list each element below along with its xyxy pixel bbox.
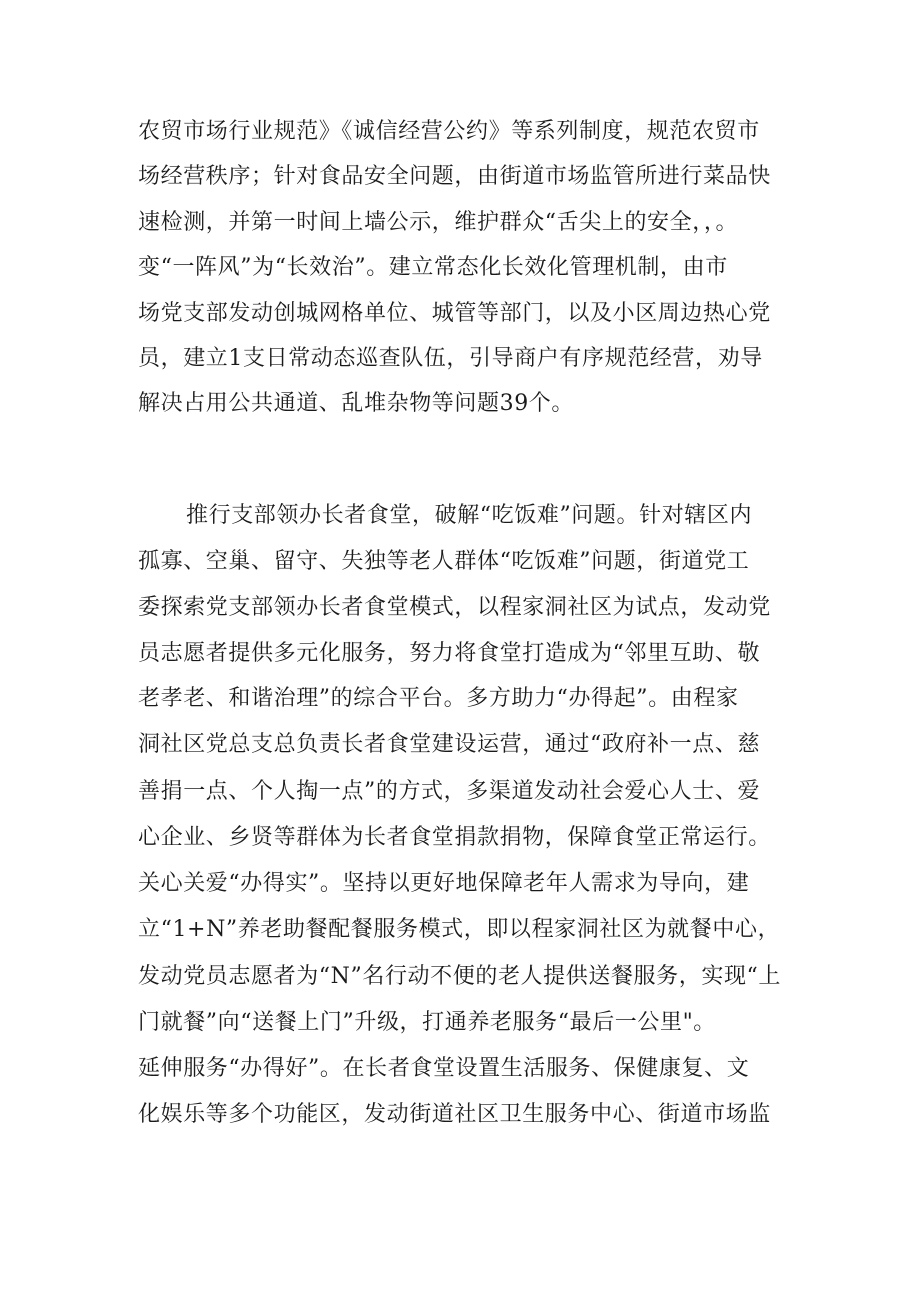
paragraph-2-line-1: 推行支部领办长者食堂，破解“吃饭难”问题。针对辖区内 xyxy=(186,503,753,528)
paragraph-2-line-14: 化娱乐等多个功能区，发动街道社区卫生服务中心、街道市场监 xyxy=(138,1102,771,1127)
paragraph-1-line-5: 场党支部发动创城网格单位、城管等部门，以及小区周边热心党 xyxy=(138,301,771,326)
paragraph-2-line-8: 心企业、乡贤等群体为长者食堂捐款捐物，保障食堂正常运行。 xyxy=(138,825,771,850)
paragraph-2-line-4: 员志愿者提供多元化服务，努力将食堂打造成为“邻里互助、敬 xyxy=(138,641,761,666)
paragraph-1-line-6: 员，建立1支日常动态巡查队伍，引导商户有序规范经营，劝导 xyxy=(138,346,763,371)
paragraph-1-line-1: 农贸市场行业规范》《诚信经营公约》等系列制度，规范农贸市 xyxy=(138,119,760,144)
paragraph-2-line-11: 发动党员志愿者为“N”名行动不便的老人提供送餐服务，实现“上 xyxy=(138,964,781,989)
paragraph-2-line-9: 关心关爱“办得实”。坚持以更好地保障老年人需求为导向，建 xyxy=(138,871,750,896)
paragraph-2-line-6: 洞社区党总支总负责长者食堂建设运营，通过“政府补一点、慈 xyxy=(138,732,761,757)
paragraph-1-line-3: 速检测，并第一时间上墙公示，维护群众“舌尖上的安全，，。 xyxy=(138,210,739,235)
paragraph-2-line-12: 门就餐”向“送餐上门”升级，打通养老服务“最后一公里"。 xyxy=(138,1010,716,1035)
paragraph-2-line-13: 延伸服务“办得好”。在长者食堂设置生活服务、保健康复、文 xyxy=(138,1056,750,1081)
paragraph-1-line-4: 变“一阵风”为“长效治”。建立常态化长效化管理机制，由市 xyxy=(138,255,728,280)
paragraph-2-line-3: 委探索党支部领办长者食堂模式，以程家洞社区为试点，发动党 xyxy=(138,595,771,620)
paragraph-2-line-10: 立“1+N”养老助餐配餐服务模式，即以程家洞社区为就餐中心， xyxy=(138,917,781,942)
paragraph-2-line-5: 老孝老、和谐治理”的综合平台。多方助力“办得起”。由程家 xyxy=(138,686,739,711)
paragraph-2-line-2: 孤寡、空巢、留守、失独等老人群体“吃饭难”问题，街道党工 xyxy=(138,549,750,574)
paragraph-2-line-7: 善捐一点、个人掏一点”的方式，多渠道发动社会爱心人士、爱 xyxy=(138,779,761,804)
paragraph-1-line-2: 场经营秩序；针对食品安全问题，由街道市场监管所进行菜品快 xyxy=(138,164,771,189)
paragraph-1-line-7: 解决占用公共通道、乱堆杂物等问题39个。 xyxy=(138,391,574,416)
